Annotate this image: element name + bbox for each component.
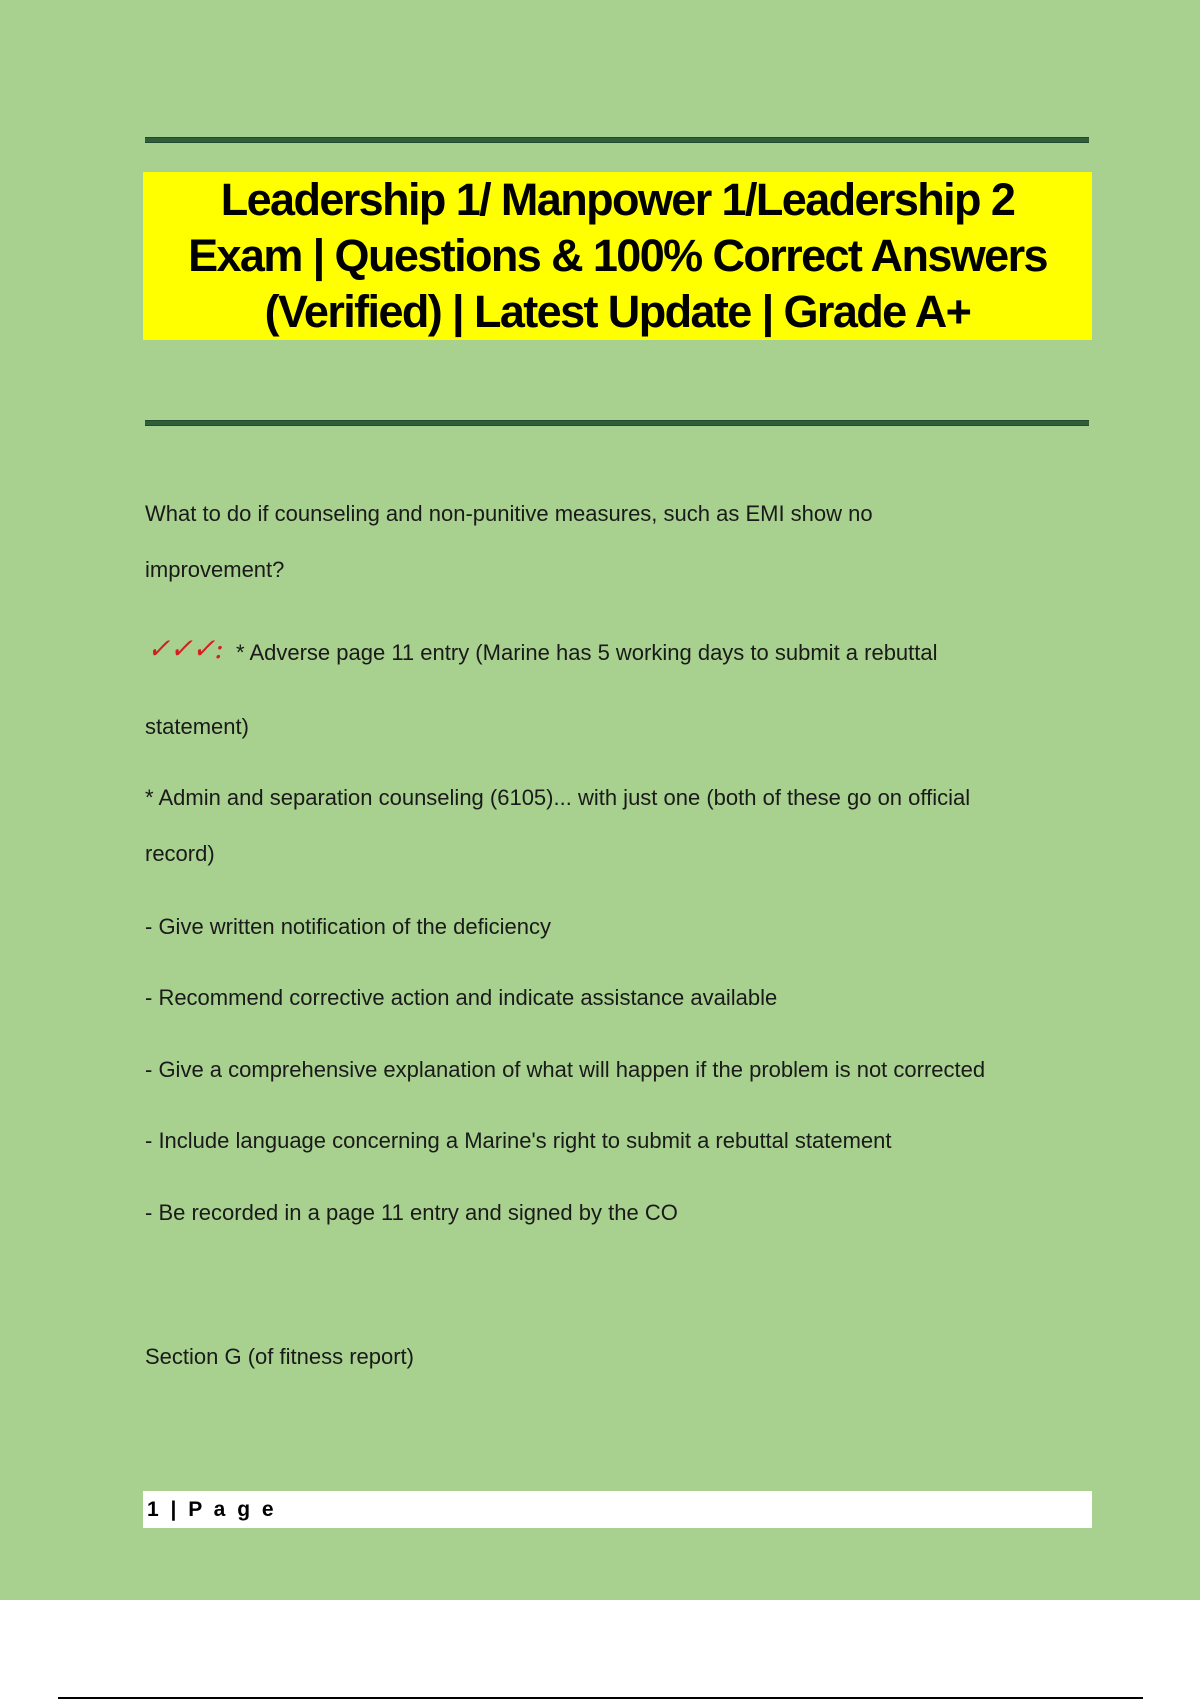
bottom-divider — [145, 420, 1089, 426]
answer-bullet-4: - Include language concerning a Marine's right to submit a rebuttal statement — [145, 1128, 892, 1153]
answer-bullet-5: - Be recorded in a page 11 entry and signed by the CO — [145, 1200, 678, 1225]
answer-text-line-2: statement) — [145, 714, 249, 739]
answer-text-line-3: * Admin and separation counseling (6105)... with just one (both of these go on official — [145, 785, 971, 810]
question-text-line-2: improvement? — [145, 557, 285, 582]
answer-bullet-2: - Recommend corrective action and indicate assistance available — [145, 985, 778, 1010]
page-number: 1 | P a g e — [147, 1497, 277, 1521]
answer-bullet-3: - Give a comprehensive explanation of what will happen if the problem is not corrected — [145, 1057, 986, 1082]
check-marks-icon: ✓✓✓: — [147, 632, 223, 665]
next-question-text: Section G (of fitness report) — [145, 1344, 414, 1369]
title-line-2: Exam | Questions & 100% Correct Answers — [188, 230, 1047, 281]
answer-text-line-1: * Adverse page 11 entry (Marine has 5 working days to submit a rebuttal — [236, 640, 938, 665]
top-divider — [145, 137, 1089, 143]
page-bottom-rule — [58, 1697, 1143, 1699]
answer-bullet-1: - Give written notification of the deficiency — [145, 914, 551, 939]
page-footer — [143, 1491, 1092, 1528]
answer-text-line-4: record) — [145, 841, 215, 866]
title-banner — [143, 172, 1092, 340]
title-line-1: Leadership 1/ Manpower 1/Leadership 2 — [220, 174, 1015, 225]
title-line-3: (Verified) | Latest Update | Grade A+ — [264, 286, 971, 337]
question-text-line-1: What to do if counseling and non-punitive measures, such as EMI show no — [145, 501, 873, 526]
